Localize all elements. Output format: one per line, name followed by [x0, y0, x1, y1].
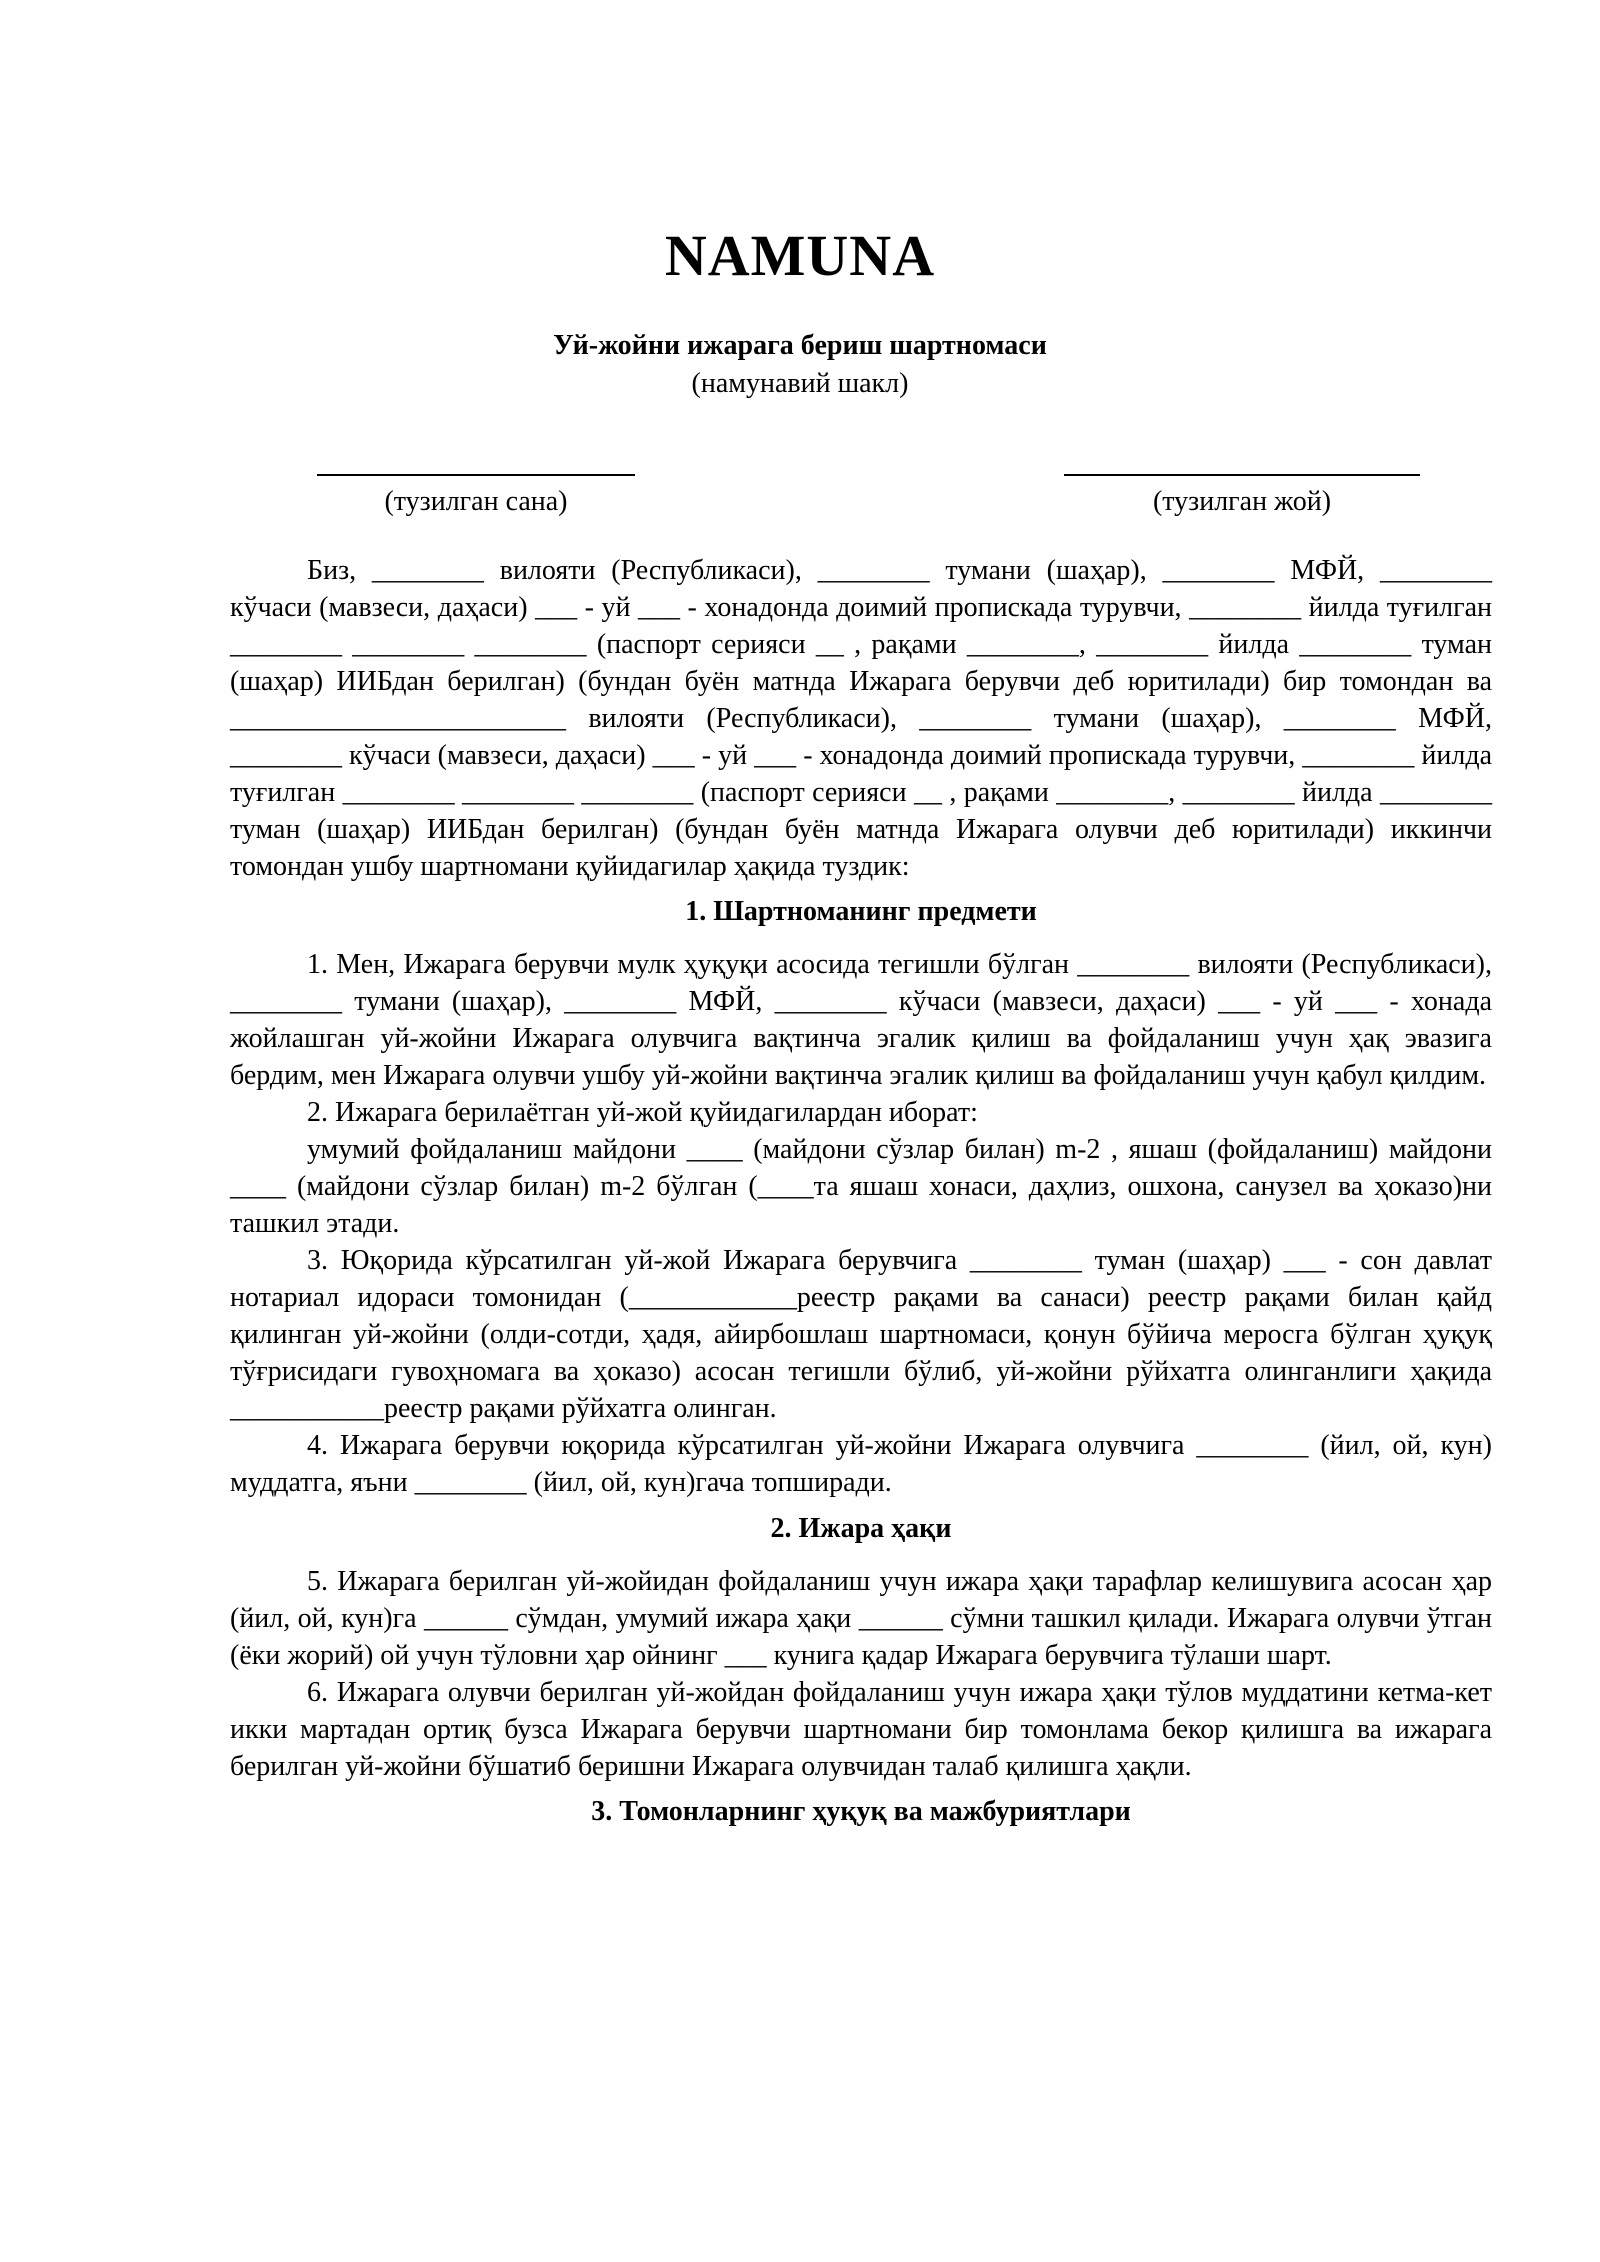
section-2-heading: 2. Ижара ҳақи [770, 1513, 952, 1544]
place-blank-line [1064, 448, 1420, 476]
clause-1: 1. Мен, Ижарага берувчи мулк ҳуқуқи асосида тегишли бўлган ________ вилояти (Республикаси), ________ тумани (шаҳар), ________ МФЙ, ________ кўчаси (мавзеси, даҳаси) ___ - уй ___ - хонада жойлашган уй-жойни Ижарага олувчига вақтинча эгалик қилиш ва фойдаланиш учун ҳақ эвазига бердим, мен Ижарага олувчи ушбу уй-жойни вақтинча эгалик қилиш ва фойдаланиш учун қабул қилдим. [230, 949, 1492, 1091]
clause-2-detail: умумий фойдаланиш майдони ____ (майдони сўзлар билан) m-2 , яшаш (фойдаланиш) майдони ____ (майдони сўзлар билан) m-2 бўлган (____та яшаш хонаси, даҳлиз, ошхона, санузел ва ҳоказо)ни ташкил этади. [230, 1134, 1492, 1239]
section-1-heading: 1. Шартноманинг предмети [685, 896, 1037, 927]
document-subtitle: (намунавий шакл) [691, 368, 909, 399]
namuna-watermark: NAMUNA [664, 223, 936, 288]
contract-body [230, 552, 1492, 1830]
clause-3: 3. Юқорида кўрсатилган уй-жой Ижарага берувчига ________ туман (шаҳар) ___ - сон давлат нотариал идораси томонидан (____________реестр рақами ва санаси) реестр рақами билан қайд қилинган уй-жойни (олди-сотди, ҳадя, айирбошлаш шартномаси, қонун бўйича меросга бўлган ҳуқуқ тўғрисидаги гувоҳномага ва ҳоказо) асосан тегишли бўлиб, уй-жойни рўйхатга олинганлиги ҳақида ___________реестр рақами рўйхатга олинган. [230, 1245, 1492, 1424]
section-3-heading: 3. Томонларнинг ҳуқуқ ва мажбуриятлари [591, 1796, 1131, 1827]
place-signature-block [1062, 448, 1422, 518]
date-signature-block [316, 448, 636, 518]
clause-4: 4. Ижарага берувчи юқорида кўрсатилган уй-жойни Ижарага олувчига ________ (йил, ой, кун) муддатга, яъни ________ (йил, ой, кун)гача топширади. [230, 1430, 1492, 1498]
date-blank-line [317, 448, 635, 476]
place-label: (тузилган жой) [1152, 486, 1332, 517]
clause-2: 2. Ижарага берилаётган уй-жой қуйидагилардан иборат: [307, 1097, 978, 1128]
date-label: (тузилган сана) [384, 486, 568, 517]
clause-6: 6. Ижарага олувчи берилган уй-жойдан фойдаланиш учун ижара ҳақи тўлов муддатини кетма-кет икки мартадан ортиқ бузса Ижарага берувчи шартномани бир томонлама бекор қилишга ва ижарага берилган уй-жойни бўшатиб беришни Ижарага олувчидан талаб қилишга ҳақли. [230, 1677, 1492, 1782]
clause-5: 5. Ижарага берилган уй-жойидан фойдаланиш учун ижара ҳақи тарафлар келишувига асосан ҳар (йил, ой, кун)га ______ сўмдан, умумий ижара ҳақи ______ сўмни ташкил қилади. Ижарага олувчи ўтган (ёки жорий) ой учун тўловни ҳар ойнинг ___ кунига қадар Ижарага берувчига тўлаши шарт. [230, 1566, 1492, 1671]
document-title: Уй-жойни ижарага бериш шартномаси [553, 330, 1047, 361]
intro-paragraph: Биз, ________ вилояти (Республикаси), ________ тумани (шаҳар), ________ МФЙ, ________ кўчаси (мавзеси, даҳаси) ___ - уй ___ - хонадонда доимий пропискада турувчи, ________ йилда туғилган ________ ________ ________ (паспорт серияси __ , рақами ________, ________ йилда ________ туман (шаҳар) ИИБдан берилган) (бундан буён матнда Ижарага берувчи деб юритилади) бир томондан ва ________________________ вилояти (Республикаси), ________ тумани (шаҳар), ________ МФЙ, ________ кўчаси (мавзеси, даҳаси) ___ - уй ___ - хонадонда доимий пропискада турувчи, ________ йилда туғилган ________ ________ ________ (паспорт серияси __ , рақами ________, ________ йилда ________ туман (шаҳар) ИИБдан берилган) (бундан буён матнда Ижарага олувчи деб юритилади) иккинчи томондан ушбу шартномани қуйидагилар ҳақида туздик: [230, 555, 1492, 882]
